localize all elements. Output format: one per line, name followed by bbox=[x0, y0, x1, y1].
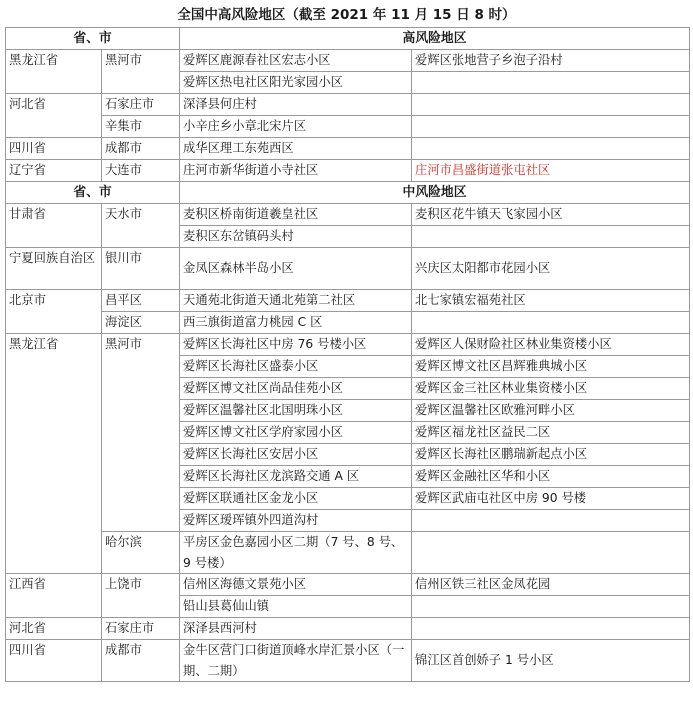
area-cell bbox=[412, 312, 690, 334]
area-cell: 信州区铁三社区金凤花园 bbox=[412, 574, 690, 596]
province-cell: 黑龙江省 bbox=[6, 50, 102, 94]
area-cell: 西三旗街道富力桃园 C 区 bbox=[180, 312, 412, 334]
province-cell: 河北省 bbox=[6, 94, 102, 138]
area-cell: 兴庆区太阳都市花园小区 bbox=[412, 248, 690, 290]
city-cell: 成都市 bbox=[102, 640, 180, 682]
city-cell: 天水市 bbox=[102, 204, 180, 248]
area-cell bbox=[412, 532, 690, 574]
area-cell: 爱辉区张地营子乡泡子沿村 bbox=[412, 50, 690, 72]
area-cell: 金凤区森林半岛小区 bbox=[180, 248, 412, 290]
area-cell: 爱辉区鹿源春社区宏志小区 bbox=[180, 50, 412, 72]
area-cell bbox=[412, 138, 690, 160]
header-prov-city: 省、市 bbox=[6, 28, 180, 50]
city-cell: 上饶市 bbox=[102, 574, 180, 618]
city-cell: 成都市 bbox=[102, 138, 180, 160]
area-cell-highlighted: 庄河市昌盛街道张屯社区 bbox=[412, 160, 690, 182]
header-high-risk: 高风险地区 bbox=[180, 28, 690, 50]
city-cell: 辛集市 bbox=[102, 116, 180, 138]
page-title: 全国中高风险地区（截至 2021 年 11 月 15 日 8 时） bbox=[177, 7, 516, 23]
area-cell: 信州区海德文景苑小区 bbox=[180, 574, 412, 596]
area-cell: 爱辉区长海社区安居小区 bbox=[180, 444, 412, 466]
area-cell: 麦积区东岔镇码头村 bbox=[180, 226, 412, 248]
area-cell bbox=[412, 510, 690, 532]
area-cell: 爱辉区热电社区阳光家园小区 bbox=[180, 72, 412, 94]
area-cell: 锦江区首创娇子 1 号小区 bbox=[412, 640, 690, 682]
city-cell: 黑河市 bbox=[102, 334, 180, 532]
area-cell: 成华区理工东苑西区 bbox=[180, 138, 412, 160]
province-cell: 甘肃省 bbox=[6, 204, 102, 248]
province-cell: 北京市 bbox=[6, 290, 102, 334]
area-cell: 爱辉区瑷珲镇外四道沟村 bbox=[180, 510, 412, 532]
area-cell: 深泽县何庄村 bbox=[180, 94, 412, 116]
risk-area-table bbox=[5, 27, 690, 682]
area-cell: 平房区金色嘉园小区二期（7 号、8 号、9 号楼） bbox=[180, 532, 412, 574]
area-cell: 爱辉区金融社区华和小区 bbox=[412, 466, 690, 488]
area-cell: 铅山县葛仙山镇 bbox=[180, 596, 412, 618]
area-cell: 爱辉区武庙屯社区中房 90 号楼 bbox=[412, 488, 690, 510]
area-cell: 爱辉区博文社区学府家园小区 bbox=[180, 422, 412, 444]
header-medium-risk: 中风险地区 bbox=[180, 182, 690, 204]
province-cell: 宁夏回族自治区 bbox=[6, 248, 102, 290]
city-cell: 海淀区 bbox=[102, 312, 180, 334]
area-cell bbox=[412, 618, 690, 640]
area-cell bbox=[412, 94, 690, 116]
city-cell: 黑河市 bbox=[102, 50, 180, 94]
city-cell: 石家庄市 bbox=[102, 618, 180, 640]
city-cell: 大连市 bbox=[102, 160, 180, 182]
area-cell: 爱辉区博文社区尚品佳苑小区 bbox=[180, 378, 412, 400]
city-cell: 昌平区 bbox=[102, 290, 180, 312]
area-cell bbox=[412, 116, 690, 138]
province-cell: 四川省 bbox=[6, 138, 102, 160]
area-cell: 麦积区桥南街道羲皇社区 bbox=[180, 204, 412, 226]
area-cell: 爱辉区长海社区中房 76 号楼小区 bbox=[180, 334, 412, 356]
province-cell: 河北省 bbox=[6, 618, 102, 640]
area-cell: 北七家镇宏福苑社区 bbox=[412, 290, 690, 312]
area-cell: 爱辉区博文社区昌辉雅典城小区 bbox=[412, 356, 690, 378]
area-cell: 爱辉区联通社区金龙小区 bbox=[180, 488, 412, 510]
area-cell: 深泽县西河村 bbox=[180, 618, 412, 640]
area-cell: 爱辉区人保财险社区林业集资楼小区 bbox=[412, 334, 690, 356]
city-cell: 石家庄市 bbox=[102, 94, 180, 116]
city-cell: 哈尔滨 bbox=[102, 532, 180, 574]
header-prov-city: 省、市 bbox=[6, 182, 180, 204]
area-cell: 金牛区营门口街道顶峰水岸汇景小区（一期、二期） bbox=[180, 640, 412, 682]
area-cell: 爱辉区福龙社区益民二区 bbox=[412, 422, 690, 444]
area-cell bbox=[412, 596, 690, 618]
province-cell: 辽宁省 bbox=[6, 160, 102, 182]
area-cell: 小辛庄乡小章北宋片区 bbox=[180, 116, 412, 138]
province-cell: 黑龙江省 bbox=[6, 334, 102, 574]
area-cell: 爱辉区长海社区盛泰小区 bbox=[180, 356, 412, 378]
province-cell: 四川省 bbox=[6, 640, 102, 682]
province-cell: 江西省 bbox=[6, 574, 102, 618]
area-cell: 爱辉区金三社区林业集资楼小区 bbox=[412, 378, 690, 400]
area-cell: 麦积区花牛镇天飞家园小区 bbox=[412, 204, 690, 226]
area-cell: 庄河市新华街道小寺社区 bbox=[180, 160, 412, 182]
area-cell bbox=[412, 226, 690, 248]
area-cell: 爱辉区长海社区鹏瑞新起点小区 bbox=[412, 444, 690, 466]
area-cell: 爱辉区长海社区龙滨路交通 A 区 bbox=[180, 466, 412, 488]
city-cell: 银川市 bbox=[102, 248, 180, 290]
area-cell: 爱辉区温馨社区欧雅河畔小区 bbox=[412, 400, 690, 422]
area-cell: 天通苑北街道天通北苑第二社区 bbox=[180, 290, 412, 312]
area-cell: 爱辉区温馨社区北国明珠小区 bbox=[180, 400, 412, 422]
area-cell bbox=[412, 72, 690, 94]
